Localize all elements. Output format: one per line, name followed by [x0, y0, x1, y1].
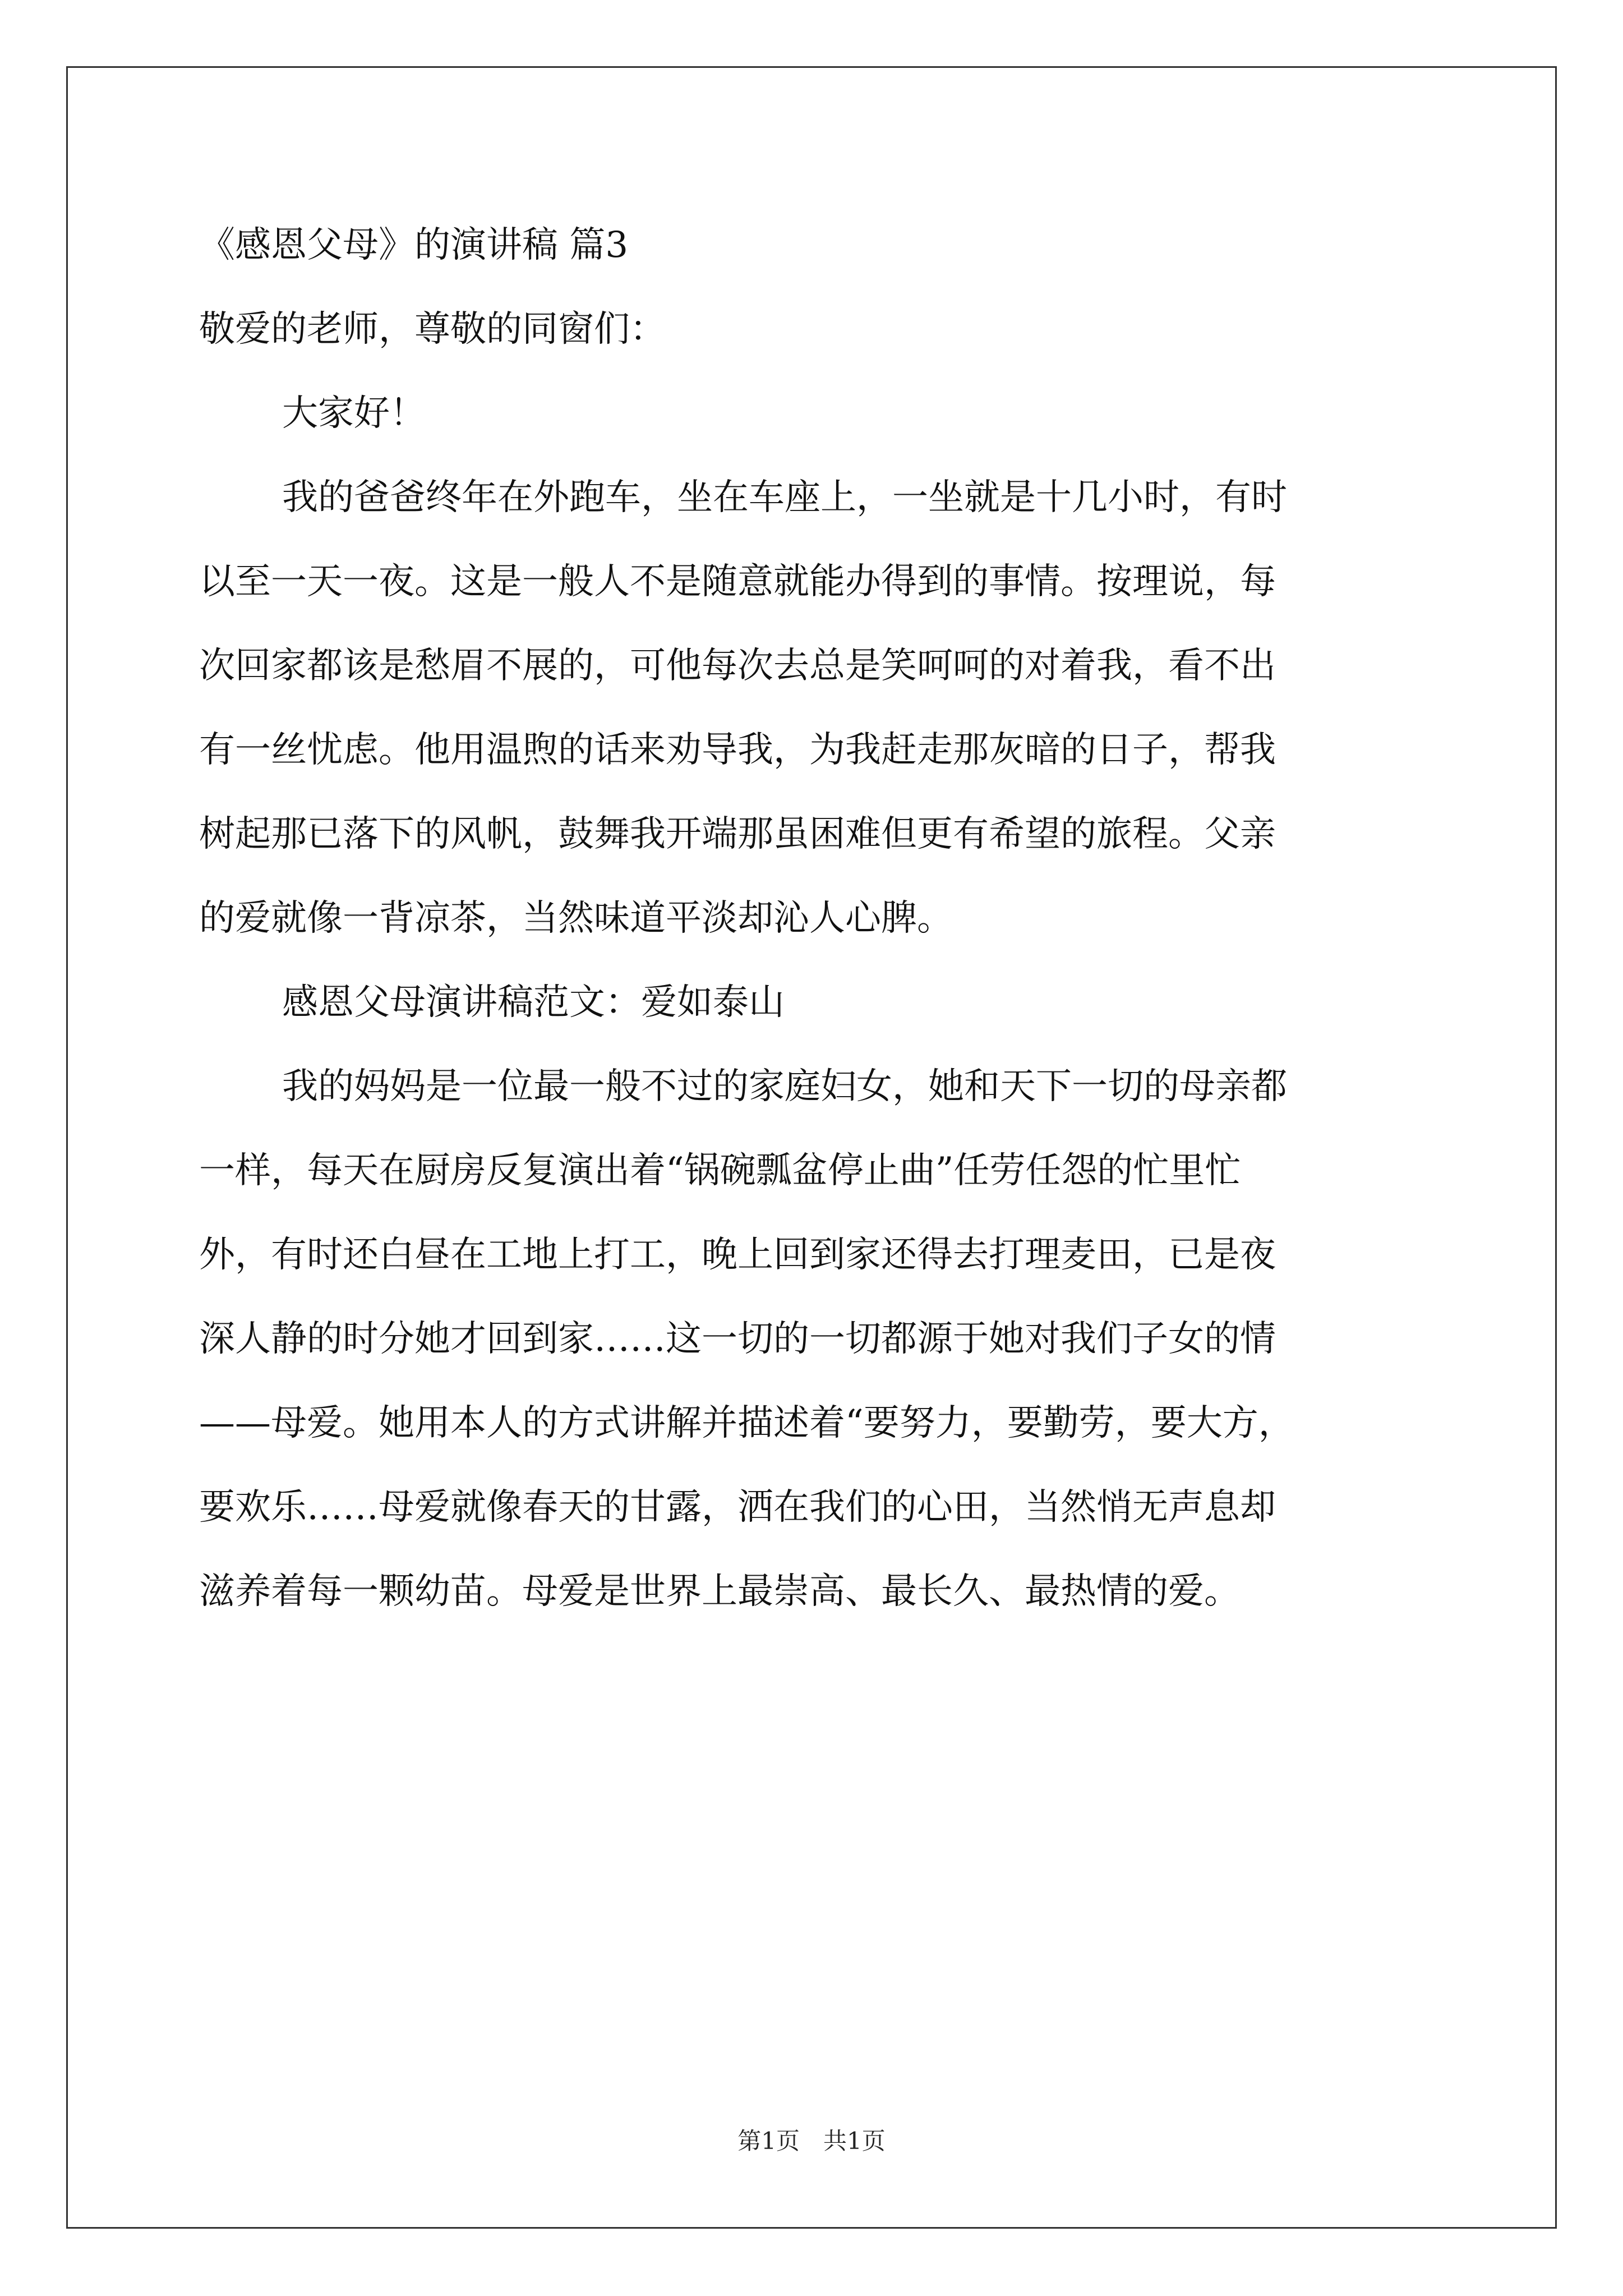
paragraph-mother	[199, 1066, 1433, 1612]
salutation: 敬爱的老师，尊敬的同窗们：	[199, 309, 666, 350]
paragraph-line: 有一丝忧虑。他用温煦的话来劝导我，为我赶走那灰暗的日子，帮我	[199, 729, 1276, 771]
paragraph-line: 次回家都该是愁眉不展的，可他每次去总是笑呵呵的对着我，看不出	[199, 645, 1276, 687]
paragraph-line: ——母爱。她用本人的方式讲解并描述着“要努力，要勤劳，要大方，	[199, 1402, 1294, 1444]
paragraph-line: 外，有时还白昼在工地上打工，晚上回到家还得去打理麦田，已是夜	[199, 1234, 1276, 1276]
paragraph-line: 的爱就像一背凉茶，当然味道平淡却沁人心脾。	[199, 898, 953, 939]
greeting: 大家好！	[282, 393, 426, 434]
document-body	[199, 224, 1433, 1612]
paragraph-father	[199, 477, 1433, 939]
page-number-footer: 第1页 共1页	[737, 2127, 886, 2155]
subheading: 感恩父母演讲稿范文：爱如泰山	[282, 982, 785, 1023]
paragraph-line: 滋养着每一颗幼苗。母爱是世界上最崇高、最长久、最热情的爱。	[199, 1571, 1240, 1612]
paragraph-line: 一样，每天在厨房反复演出着“锅碗瓢盆停止曲”任劳任怨的忙里忙	[199, 1150, 1241, 1191]
paragraph-line: 以至一天一夜。这是一般人不是随意就能办得到的事情。按理说，每	[199, 561, 1276, 602]
paragraph-line: 要欢乐……母爱就像春天的甘露，洒在我们的心田，当然悄无声息却	[199, 1487, 1276, 1528]
paragraph-line: 我的妈妈是一位最一般不过的家庭妇女，她和天下一切的母亲都	[282, 1066, 1287, 1107]
paragraph-line: 树起那已落下的风帆，鼓舞我开端那虽困难但更有希望的旅程。父亲	[199, 813, 1276, 855]
paragraph-line: 深人静的时分她才回到家……这一切的一切都源于她对我们子女的情	[199, 1318, 1276, 1360]
document-title: 《感恩父母》的演讲稿 篇3	[199, 224, 629, 266]
paragraph-line: 我的爸爸终年在外跑车，坐在车座上，一坐就是十几小时，有时	[282, 477, 1287, 518]
